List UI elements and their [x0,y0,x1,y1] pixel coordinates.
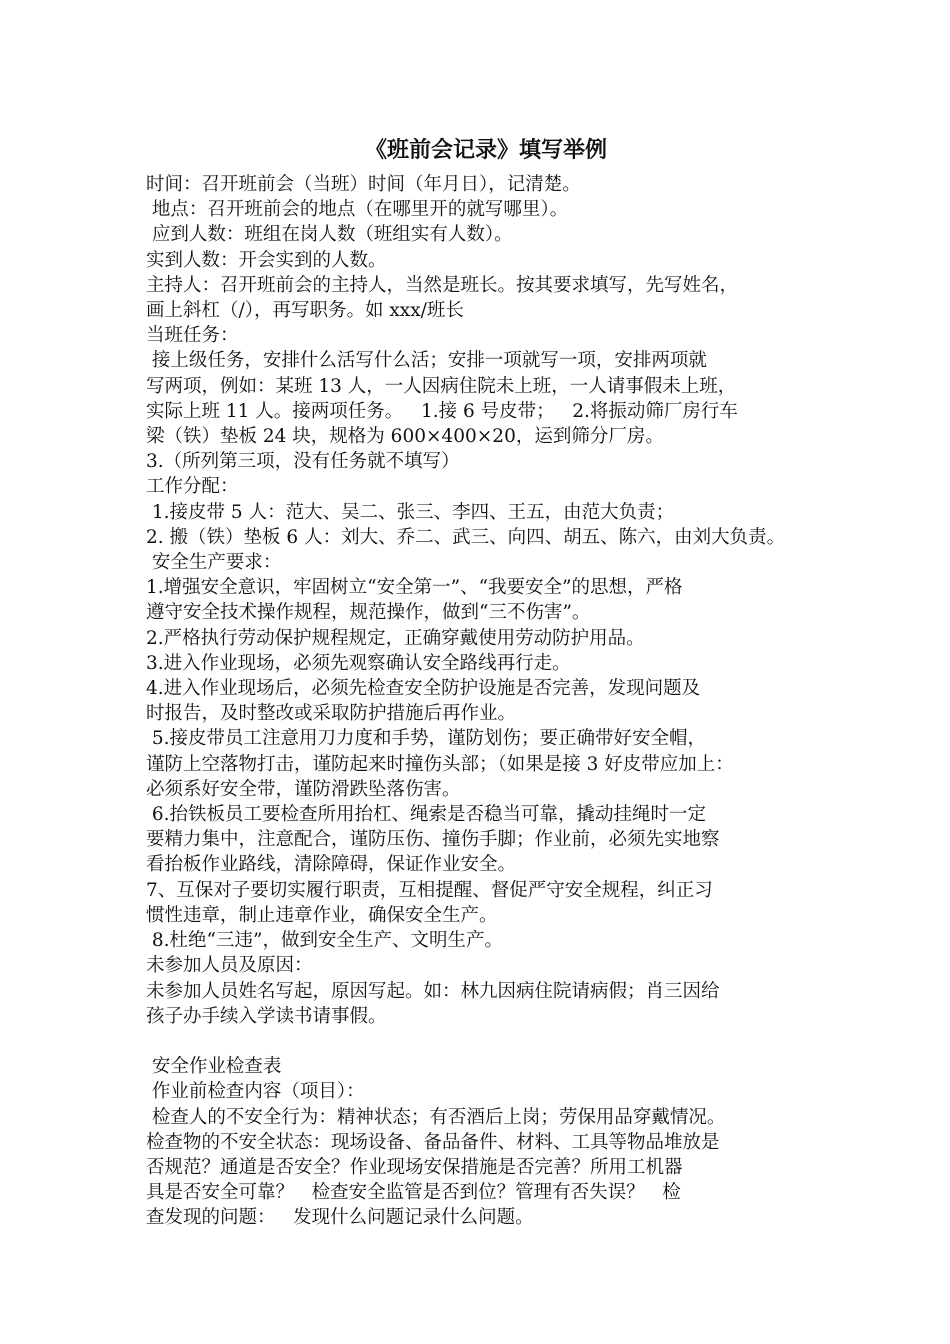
text-line: 1.增强安全意识，牢固树立“安全第一”、“我要安全”的思想，严格 [146,577,683,599]
text-line: 5.接皮带员工注意用刀力度和手势，谨防划伤；要正确带好安全帽， [146,728,707,750]
text-line: 检查人的不安全行为：精神状态；有否酒后上岗；劳保用品穿戴情况。 [146,1106,726,1128]
text-line: 作业前检查内容（项目）： [146,1081,365,1103]
text-line: 画上斜杠（/），再写职务。如 xxx/班长 [146,300,464,322]
document-body [146,172,826,1231]
text-line: 7、互保对子要切实履行职责，互相提醒、督促严守安全规程，纠正习 [146,879,713,901]
text-line: 地点：召开班前会的地点（在哪里开的就写哪里）。 [146,199,569,221]
text-line: 3.（所列第三项，没有任务就不填写） [146,451,460,473]
text-line: 2.严格执行劳动保护规程规定，正确穿戴使用劳动防护用品。 [146,627,645,649]
text-line: 要精力集中，注意配合，谨防压伤、撞伤手脚；作业前，必须先实地察 [146,829,720,851]
text-line: 4.进入作业现场后，必须先检查安全防护设施是否完善，发现问题及 [146,678,701,700]
text-line: 工作分配： [146,476,239,498]
text-line: 必须系好安全带，谨防滑跌坠落伤害。 [146,778,461,800]
text-line: 3.进入作业现场，必须先观察确认安全路线再行走。 [146,652,571,674]
text-line: 8.杜绝“三违”，做到安全生产、文明生产。 [146,930,503,952]
text-line: 未参加人员姓名写起，原因写起。如：林九因病住院请病假；肖三因给 [146,980,720,1002]
text-line: 6.抬铁板员工要检查所用抬杠、绳索是否稳当可靠，撬动挂绳时一定 [146,804,707,826]
text-line: 遵守安全技术操作规程，规范操作，做到“三不伤害”。 [146,602,591,624]
text-line: 梁（铁）垫板 24 块，规格为 600×400×20，运到筛分厂房。 [146,426,664,448]
text-line: 时报告，及时整改或采取防护措施后再作业。 [146,703,517,725]
text-line: 2. 搬（铁）垫板 6 人：刘大、乔二、武三、向四、胡五、陈六，由刘大负责。 [146,526,786,548]
text-line: 1.接皮带 5 人：范大、吴二、张三、李四、王五，由范大负责； [146,501,675,523]
text-line: 检查物的不安全状态：现场设备、备品备件、材料、工具等物品堆放是 [146,1131,720,1153]
document-title: 《班前会记录》填写举例 [364,137,607,163]
text-line: 孩子办手续入学读书请事假。 [146,1005,387,1027]
text-line: 查发现的问题： 发现什么问题记录什么问题。 [146,1207,534,1229]
text-line: 写两项，例如：某班 13 人，一人因病住院未上班，一人请事假未上班， [146,375,737,397]
text-line: 当班任务： [146,325,239,347]
text-line: 安全生产要求： [146,552,282,574]
text-line: 看抬板作业路线，清除障碍，保证作业安全。 [146,854,517,876]
text-line: 实际上班 11 人。接两项任务。 1.接 6 号皮带； 2.将振动筛厂房行车 [146,400,738,422]
text-line: 实到人数：开会实到的人数。 [146,249,387,271]
text-line: 应到人数：班组在岗人数（班组实有人数）。 [146,224,513,246]
text-line: 否规范？通道是否安全？作业现场安保措施是否完善？所用工机器 [146,1156,683,1178]
text-line: 未参加人员及原因： [146,955,313,977]
text-line: 惯性违章，制止违章作业，确保安全生产。 [146,904,498,926]
text-line: 接上级任务，安排什么活写什么活；安排一项就写一项，安排两项就 [146,350,707,372]
text-line: 安全作业检查表 [146,1056,282,1078]
text-line: 谨防上空落物打击，谨防起来时撞伤头部；（如果是接 3 好皮带应加上： [146,753,734,775]
text-line: 主持人：召开班前会的主持人，当然是班长。按其要求填写，先写姓名， [146,274,739,296]
text-line: 时间：召开班前会（当班）时间（年月日），记清楚。 [146,174,581,195]
blank-line [146,1029,826,1054]
document-page [146,128,826,1231]
text-line: 具是否安全可靠？ 检查安全监管是否到位？管理有否失误？ 检 [146,1182,681,1204]
